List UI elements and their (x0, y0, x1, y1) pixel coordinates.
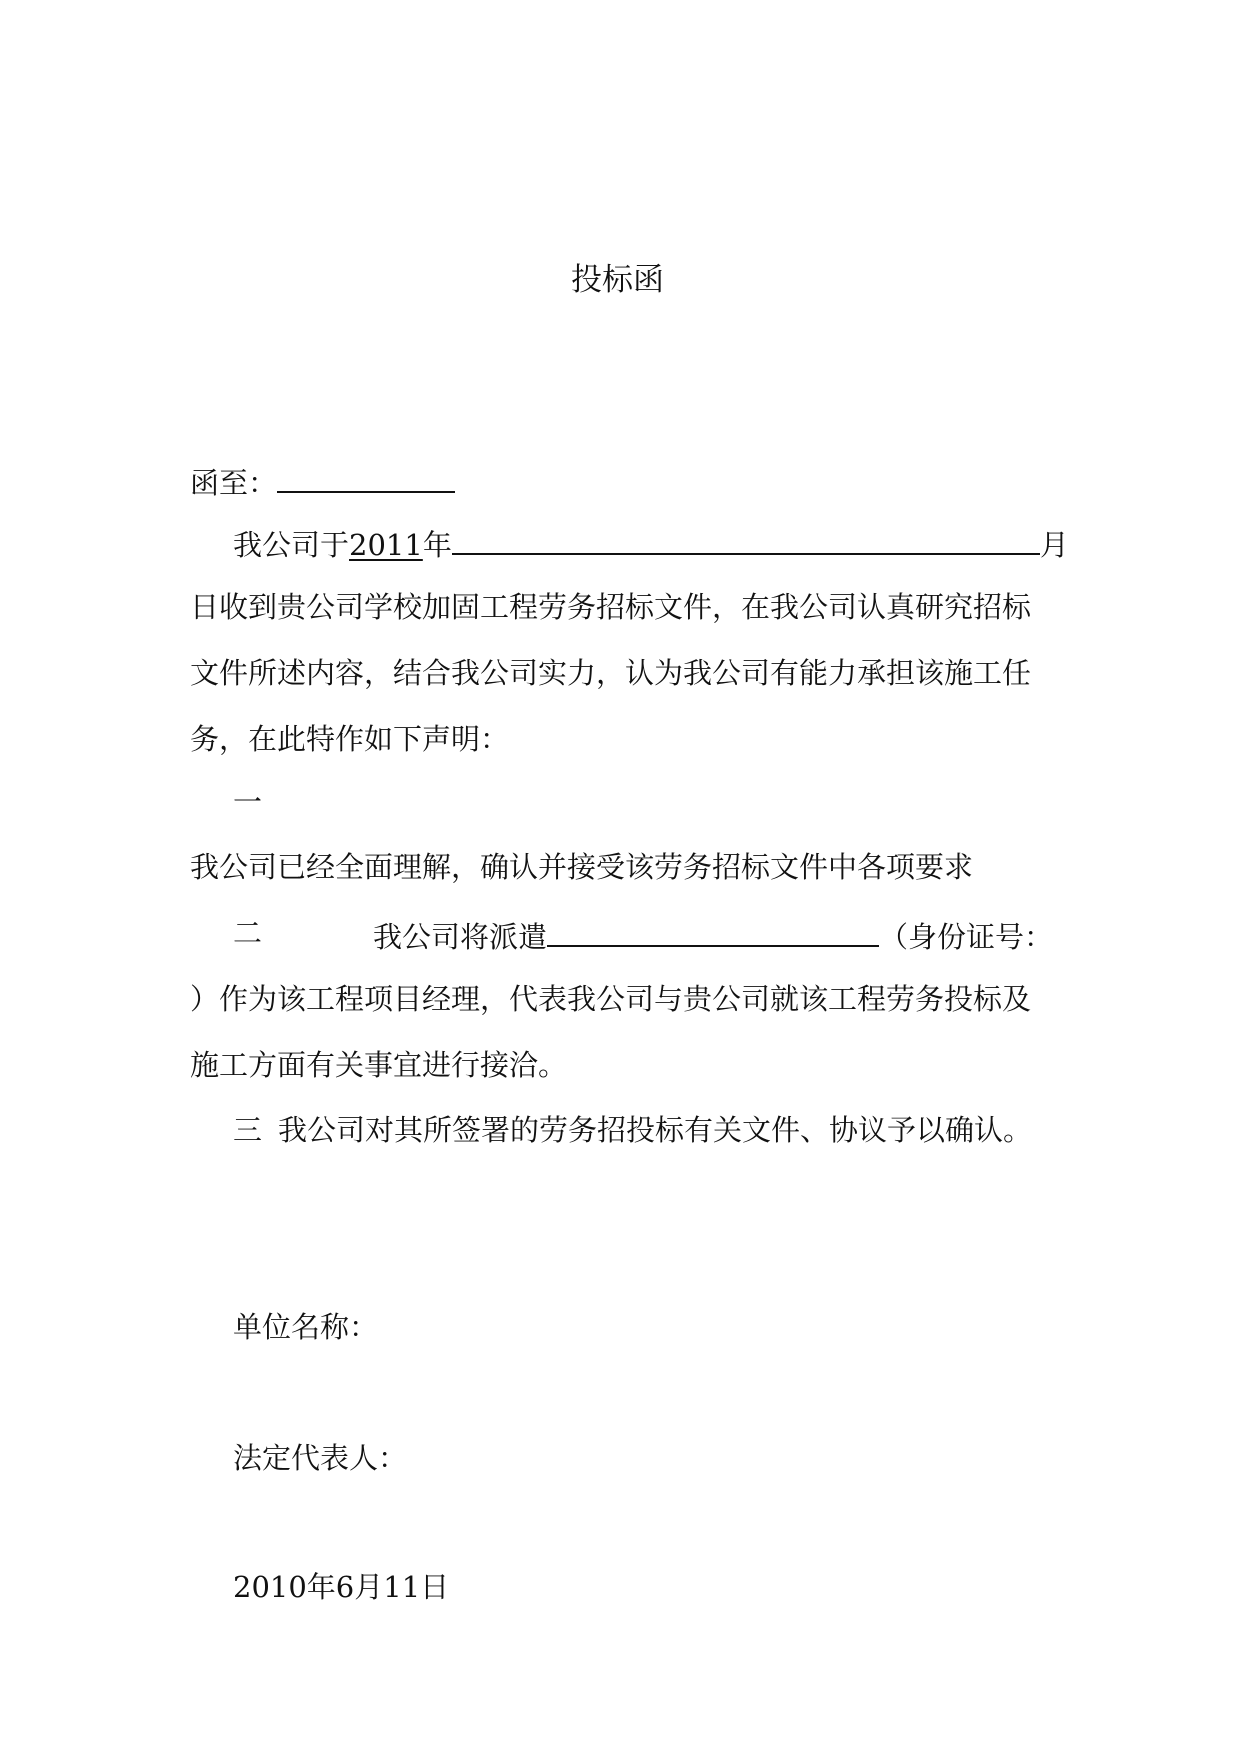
item2-line3: 施工方面有关事宜进行接洽。 (190, 1048, 568, 1082)
item2-marker: 二 (233, 916, 263, 950)
p1-line1 (233, 521, 1069, 565)
recipient-blank (277, 459, 455, 493)
item3-text: 我公司对其所签署的劳务招投标有关文件、协议予以确认。 (278, 1113, 1033, 1147)
date-blank (452, 521, 1040, 555)
document-title: 投标函 (571, 262, 664, 298)
p1-yue: 月 (1039, 528, 1069, 562)
p1-prefix: 我公司于 (233, 528, 350, 562)
legal-rep-label: 法定代表人： (233, 1441, 408, 1475)
manager-blank (547, 913, 879, 947)
item2-line1 (373, 913, 1053, 957)
p1-line2: 日收到贵公司学校加固工程劳务招标文件，在我公司认真研究招标 (190, 590, 1032, 624)
item3-line (233, 1110, 1032, 1150)
item2-text-after: （身份证号： (879, 920, 1054, 954)
p1-line3: 文件所述内容，结合我公司实力，认为我公司有能力承担该施工任 (190, 656, 1032, 690)
p1-line4: 务，在此特作如下声明： (190, 722, 510, 756)
to-label: 函至： (190, 466, 278, 500)
item1-text: 我公司已经全面理解，确认并接受该劳务招标文件中各项要求 (190, 850, 974, 884)
signature-date: 2010年6月11日 (233, 1570, 450, 1604)
item2-text-before: 我公司将派遣 (373, 920, 548, 954)
p1-year: 2011 (349, 528, 423, 562)
p1-nian: 年 (422, 528, 452, 562)
item2-line2: ）作为该工程项目经理，代表我公司与贵公司就该工程劳务投标及 (190, 982, 1032, 1016)
item3-marker: 三 (233, 1113, 263, 1147)
unit-name-label: 单位名称： (233, 1310, 379, 1344)
item1-marker: 一 (233, 785, 263, 819)
to-line (190, 459, 455, 503)
